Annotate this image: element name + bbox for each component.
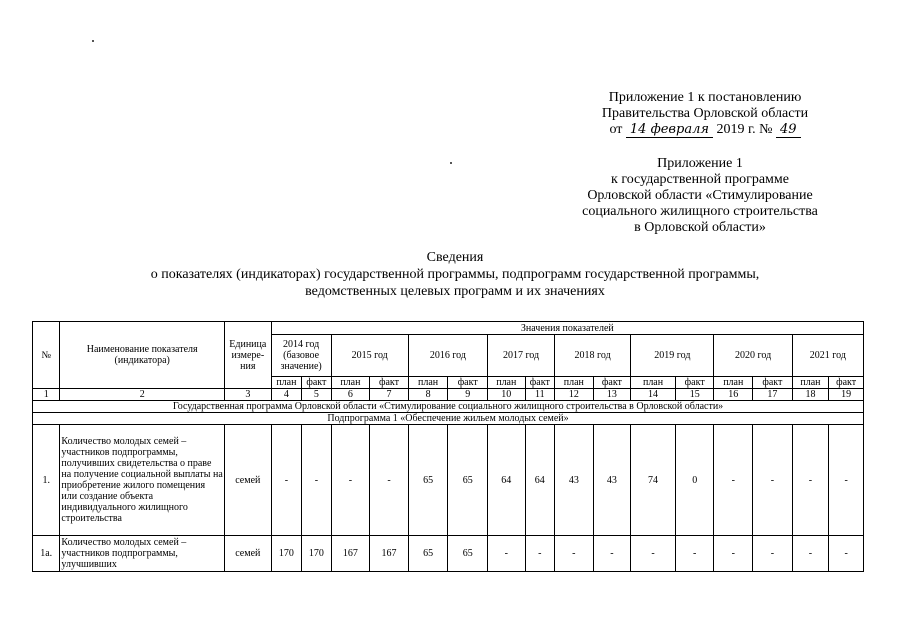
title-line: Сведения: [426, 250, 484, 265]
resolution-date-line: [609, 122, 800, 138]
value-cell: -: [631, 536, 676, 572]
header-year: 2018 год: [555, 335, 631, 377]
value-cell: 43: [593, 425, 631, 536]
value-cell: -: [675, 536, 714, 572]
row-number: 1.: [33, 425, 60, 536]
column-number: 1: [33, 389, 60, 401]
annex-line: Приложение 1: [657, 156, 743, 171]
header-plan: план: [792, 377, 829, 389]
annex-line: социального жилищного строительства: [582, 204, 818, 219]
indicator-name: Количество молодых семей – участников подпрограммы, получивших свидетельства о праве на получение социальной выплаты на приобретение жилого помещения или создание объекта индивидуального жилищного строительства: [60, 425, 225, 536]
subprogram-section-row: Подпрограмма 1 «Обеспечение жильем молодых семей»: [33, 413, 864, 425]
unit: семей: [224, 536, 271, 572]
header-fact: факт: [593, 377, 631, 389]
value-cell: -: [792, 425, 829, 536]
value-cell: 170: [271, 536, 301, 572]
scan-speck: [92, 40, 94, 42]
date-year: 2019 г. №: [716, 122, 773, 137]
column-number: 10: [488, 389, 526, 401]
value-cell: 65: [408, 425, 448, 536]
table-row: [33, 536, 864, 572]
header-plan: план: [555, 377, 594, 389]
header-fact: факт: [302, 377, 331, 389]
value-cell: -: [331, 425, 370, 536]
header-number: №: [33, 322, 60, 389]
header-unit: Единица измере-ния: [224, 322, 271, 389]
value-cell: 167: [370, 536, 409, 572]
column-number: 16: [714, 389, 753, 401]
value-cell: -: [555, 536, 594, 572]
value-cell: -: [792, 536, 829, 572]
annex-line: в Орловской области»: [634, 220, 766, 235]
value-cell: 65: [448, 425, 488, 536]
annex-header-resolution: [560, 90, 850, 138]
header-fact: факт: [448, 377, 488, 389]
column-number: 13: [593, 389, 631, 401]
value-cell: -: [829, 425, 864, 536]
header-fact: факт: [675, 377, 714, 389]
handwritten-number: 49: [776, 122, 801, 138]
value-cell: -: [714, 536, 753, 572]
column-number: 4: [271, 389, 301, 401]
header-year: 2016 год: [408, 335, 487, 377]
header-plan: план: [331, 377, 370, 389]
value-cell: 167: [331, 536, 370, 572]
header-plan: план: [271, 377, 301, 389]
header-year: 2019 год: [631, 335, 714, 377]
column-number: 19: [829, 389, 864, 401]
value-cell: -: [302, 425, 331, 536]
value-cell: 65: [448, 536, 488, 572]
value-cell: 0: [675, 425, 714, 536]
value-cell: 170: [302, 536, 331, 572]
column-number: 6: [331, 389, 370, 401]
title-line: о показателях (индикаторах) государственной программы, подпрограмм государственной программы,: [150, 267, 760, 282]
header-year: 2021 год: [792, 335, 863, 377]
column-number: 7: [370, 389, 409, 401]
annex-line: Правительства Орловской области: [601, 106, 809, 121]
annex-line: Орловской области «Стимулирование: [587, 188, 813, 203]
value-cell: 74: [631, 425, 676, 536]
header-year: 2020 год: [714, 335, 792, 377]
value-cell: -: [593, 536, 631, 572]
column-number: 12: [555, 389, 594, 401]
value-cell: -: [829, 536, 864, 572]
header-plan: план: [488, 377, 526, 389]
header-year: 2017 год: [488, 335, 555, 377]
program-section-row: Государственная программа Орловской области «Стимулирование социального жилищного строительства в Орловской области»: [33, 401, 864, 413]
header-fact: факт: [829, 377, 864, 389]
value-cell: -: [370, 425, 409, 536]
header-fact: факт: [753, 377, 793, 389]
handwritten-date: 14 февраля: [626, 122, 713, 138]
column-number: 5: [302, 389, 331, 401]
annex-line: к государственной программе: [611, 172, 789, 187]
value-cell: -: [714, 425, 753, 536]
header-plan: план: [408, 377, 448, 389]
column-number: 11: [525, 389, 554, 401]
header-fact: факт: [370, 377, 409, 389]
row-number: 1а.: [33, 536, 60, 572]
value-cell: 65: [408, 536, 448, 572]
unit: семей: [224, 425, 271, 536]
annex-header-program: [555, 156, 845, 236]
column-number: 14: [631, 389, 676, 401]
column-number: 17: [753, 389, 793, 401]
column-number: 18: [792, 389, 829, 401]
value-cell: -: [753, 425, 793, 536]
value-cell: -: [488, 536, 526, 572]
column-numbers-row: [33, 389, 864, 401]
title-line: ведомственных целевых программ и их значениях: [305, 284, 605, 299]
annex-line: Приложение 1 к постановлению: [608, 90, 802, 105]
header-plan: план: [631, 377, 676, 389]
header-values: Значения показателей: [271, 322, 863, 335]
value-cell: -: [753, 536, 793, 572]
table-row: [33, 425, 864, 536]
column-number: 3: [224, 389, 271, 401]
column-number: 8: [408, 389, 448, 401]
indicator-name: Количество молодых семей – участников подпрограммы, улучшивших: [60, 536, 225, 572]
document-title: [90, 249, 820, 300]
header-plan: план: [714, 377, 753, 389]
header-indicator-name: Наименование показателя (индикатора): [60, 322, 225, 389]
header-year: 2015 год: [331, 335, 408, 377]
scan-speck: [450, 162, 452, 164]
value-cell: 43: [555, 425, 594, 536]
value-cell: 64: [488, 425, 526, 536]
value-cell: -: [525, 536, 554, 572]
indicators-table: [32, 321, 864, 572]
header-year: 2014 год (базовое значение): [271, 335, 331, 377]
column-number: 15: [675, 389, 714, 401]
date-prefix: от: [609, 122, 623, 137]
header-fact: факт: [525, 377, 554, 389]
value-cell: 64: [525, 425, 554, 536]
column-number: 2: [60, 389, 225, 401]
column-number: 9: [448, 389, 488, 401]
value-cell: -: [271, 425, 301, 536]
